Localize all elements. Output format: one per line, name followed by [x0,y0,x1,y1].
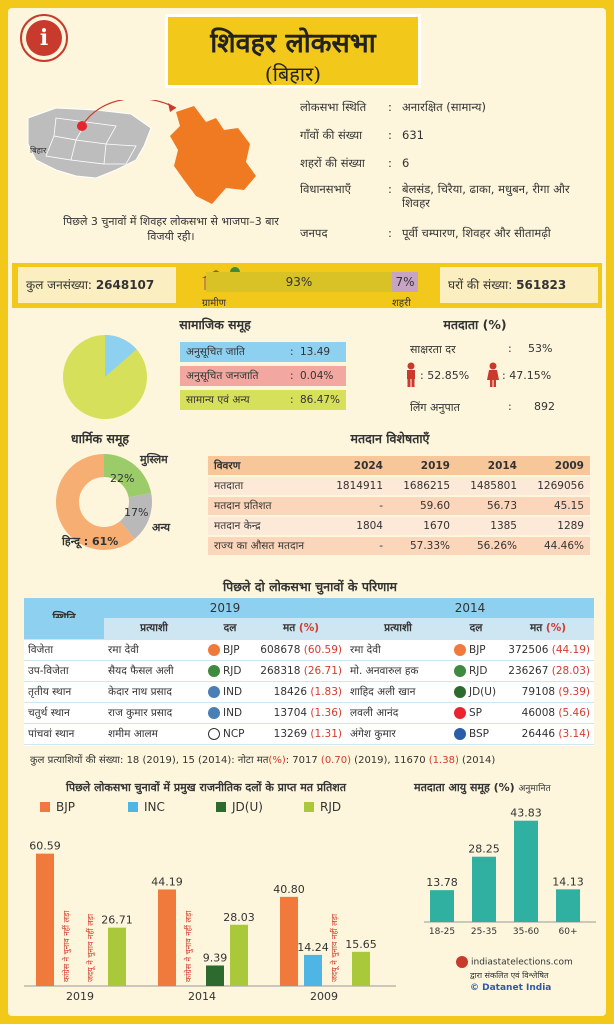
bar-label: 40.80 [273,882,305,896]
bar-bjp [36,854,54,986]
bar-label: 15.65 [345,937,377,951]
sex-ratio-value: 892 [534,400,555,413]
x-tick-label: 18-25 [428,927,456,937]
sp-icon [454,707,466,719]
social-group-row: सामान्य एवं अन्य : 86.47% [180,390,346,410]
year-2019-header: 2019 [104,598,346,618]
male-share: : 52.85% [420,369,470,382]
results-row: विजेता रमा देवी BJP 608678 (60.59) रमा देवी BJP 372506 (44.19) [24,639,594,660]
urban-label: शहरी [392,298,411,309]
bar-label: 13.78 [426,876,458,890]
x-tick-label: 2019 [66,990,94,1003]
bar-rjd [230,925,248,986]
rjd-icon [454,665,466,677]
x-tick-label: 25-35 [470,927,498,937]
x-tick-label: 60+ [558,927,578,937]
religious-groups-title: धार्मिक समूह [70,431,130,446]
results-row: तृतीय स्थान केदार नाथ प्रसाद IND 18426 (1.83) शाहिद अली खान JD(U) 79108 (9.39) [24,681,594,702]
x-tick-label: 2014 [188,990,216,1003]
social-group-row: अनुसूचित जनजाति : 0.04% [180,366,346,386]
rural-bar: 93% [206,272,392,292]
total-population: कुल जनसंख्या: 2648107 [18,267,176,303]
jdu-icon [454,686,466,698]
literacy-colon: : [508,342,512,355]
voter-age-chart [420,800,600,940]
bar-label: 14.13 [552,875,584,889]
page-subtitle: (बिहार) [264,62,322,86]
results-row: पांचवां स्थान शमीम आलम NCP 13269 (1.31) अंगेश कुमार BSP 26446 (3.14) [24,723,594,744]
ind-icon [208,686,220,698]
legend-swatch [216,802,226,812]
bar-bjp [280,897,298,986]
bar-label: 26.71 [101,913,133,927]
map-illustration [16,100,296,212]
bjp-icon [454,644,466,656]
x-tick-label: 35-60 [512,927,540,937]
age-bar [556,889,580,922]
shivhar-map [170,106,256,204]
voting-features-title: मतदान विशेषताएँ [350,431,430,446]
household-count: घरों की संख्या: 561823 [440,267,598,303]
table-row: मतदान केन्द्र 1804 1670 1385 1289 [208,516,590,536]
social-group-row: अनुसूचित जाति : 13.49 [180,342,346,362]
map-caption: पिछले 3 चुनावों में शिवहर लोकसभा से भाजपा–3 बार विजयी रही। [63,215,279,243]
table-row: राज्य का औसत मतदान - 57.33% 56.26% 44.46% [208,536,590,556]
muslim-label: मुस्लिम [140,453,168,466]
bar-label: 28.03 [223,910,255,924]
male-icon [404,362,418,388]
results-row: उप-विजेता सैयद फैसल अली RJD 268318 (26.71) मो. अनवारुल हक RJD 236267 (28.03) [24,660,594,681]
info-icon: i [26,20,62,56]
age-bar [430,890,454,922]
fact-row: शहरों की संख्या : 6 [300,156,410,170]
bar-label: 60.59 [29,839,61,853]
map-label: बिहार [30,146,47,155]
age-bar [472,857,496,922]
party-vote-chart [20,796,400,1004]
credits-line2: द्वारा संकलित एवं विश्लेषित [470,971,549,980]
literacy-value: 53% [528,342,553,355]
social-pie [62,334,148,420]
literacy-label: साक्षरता दर [410,343,456,356]
site-logo-icon [456,956,468,968]
legend-swatch [40,802,50,812]
x-tick-label: 2009 [310,990,338,1003]
age-bar [514,821,538,922]
muslim-pct: 22% [110,472,135,485]
bar-label: 9.39 [202,951,228,965]
legend-label: JD(U) [232,800,263,814]
bar-inc [304,955,322,986]
results-title: पिछले दो लोकसभा चुनावों के परिणाम [222,579,398,594]
ind-icon [208,707,220,719]
sex-ratio-colon: : [508,400,512,413]
results-row: चतुर्थ स्थान राज कुमार प्रसाद IND 13704 (1.36) लवली आनंद SP 46008 (5.46) [24,702,594,723]
page-title: शिवहर लोकसभा [210,28,376,59]
bar-jd(u) [206,965,224,986]
legend-label: BJP [56,800,76,814]
fact-row: गाँवों की संख्या : 631 [300,128,424,142]
ncp-icon [208,728,220,740]
bar-label: 44.19 [151,875,183,889]
credits-line3: © Datanet India [470,983,552,993]
not-contested-note: कांग्रेस ने चुनाव नहीं लड़ा [62,910,71,982]
legend-swatch [128,802,138,812]
bar-label: 14.24 [297,940,329,954]
not-contested-note: कांग्रेस ने चुनाव नहीं लड़ा [184,910,193,982]
voters-title: मतदाता (%) [443,317,507,332]
hindu-label: हिन्दू : 61% [62,535,119,548]
age-chart-title: मतदाता आयु समूह (%) अनुमानित [414,781,551,794]
urban-bar: 7% [392,272,418,292]
voting-features-table [208,456,590,557]
sex-ratio-label: लिंग अनुपात [410,401,460,414]
bjp-icon [208,644,220,656]
bar-rjd [352,952,370,986]
year-2014-header: 2014 [346,598,594,618]
bar-label: 43.83 [510,806,542,820]
party-chart-title: पिछले लोकसभा चुनावों में प्रमुख राजनीतिक दलों के प्राप्त मत प्रतिशत [65,781,347,794]
other-pct: 17% [124,506,149,519]
bar-label: 28.25 [468,842,500,856]
not-contested-note: जदयू ने चुनाव नहीं लड़ा [330,913,339,982]
results-footer: कुल प्रत्याशियों की संख्या: 18 (2019), 15 (2014): नोटा मत(%): 7017 (0.70) (2019), 11670 (1.38) (2014) [30,755,496,766]
bar-rjd [108,928,126,986]
table-row: मतदान प्रतिशत - 59.60 56.73 45.15 [208,496,590,516]
credits-site: indiastatelections.com [456,956,573,968]
fact-row: विधानसभाएँ : बेलसंड, चिरैया, ढाका, मधुबन, रीगा और शिवहर [300,182,570,210]
female-share: : 47.15% [502,369,552,382]
fact-row: जनपद : पूर्वी चम्पारण, शिवहर और सीतामढ़ी [300,226,551,240]
legend-swatch [304,802,314,812]
social-groups-title: सामाजिक समूह [179,317,251,332]
not-contested-note: जदयू ने चुनाव नहीं लड़ा [86,913,95,982]
rjd-icon [208,665,220,677]
bsp-icon [454,728,466,740]
other-label: अन्य [152,521,171,534]
rural-label: ग्रामीण [202,298,227,309]
results-table [24,618,594,745]
fact-row: लोकसभा स्थिति : अनारक्षित (सामान्य) [300,100,486,114]
female-icon [486,362,500,388]
legend-label: INC [144,800,165,814]
bihar-map [28,108,151,178]
results-header-row: प्रत्याशी दल मत (%) प्रत्याशी दल मत (%) [24,618,594,639]
title-box [165,14,421,88]
table-row: मतदाता 1814911 1686215 1485801 1269056 [208,476,590,496]
table-header-row: विवरण 2024 2019 2014 2009 [208,456,590,476]
bar-bjp [158,889,176,986]
legend-label: RJD [320,800,342,814]
